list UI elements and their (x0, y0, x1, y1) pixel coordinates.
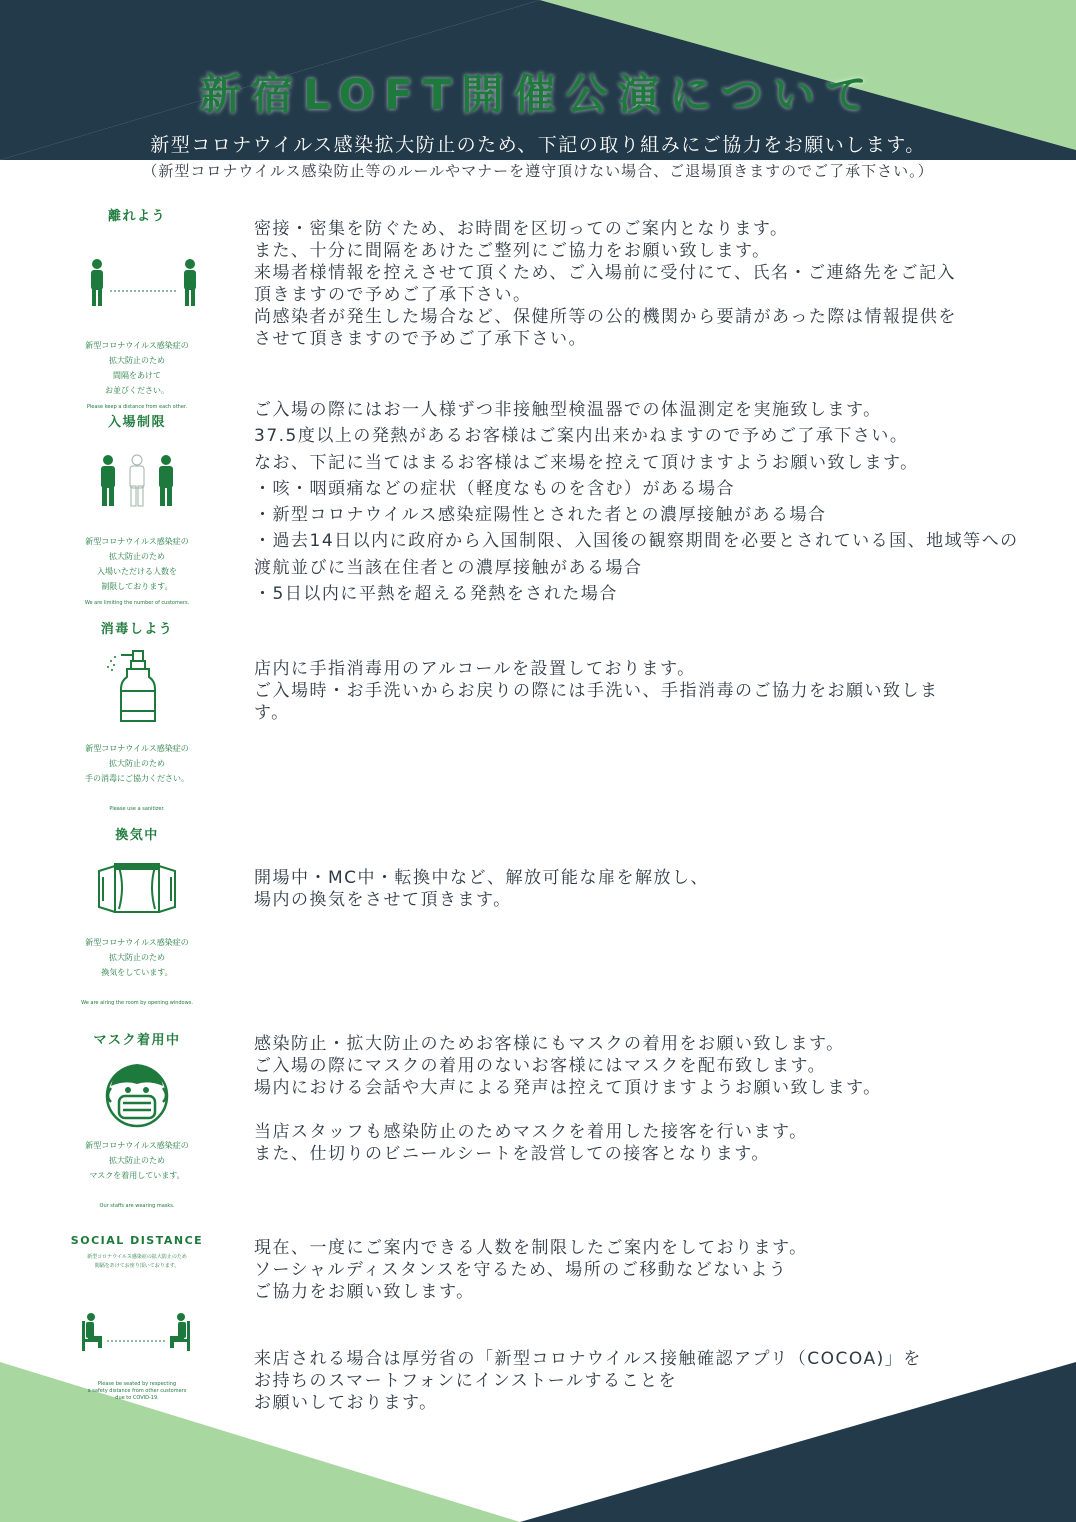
text-line: ・咳・咽頭痛などの症状（軽度なものを含む）がある場合 (254, 478, 735, 499)
jp-caption-line: 制限しております。 (101, 582, 173, 591)
jp-caption-line: 拡大防止のため (109, 1156, 165, 1165)
en-caption-line: a safety distance from other customers (87, 1388, 187, 1394)
open-window-icon (95, 861, 179, 915)
section-heading: 入場制限 (107, 415, 166, 430)
text-line: 37.5度以上の発熱があるお客様はご案内出来かねますので予めご了承下さい。 (254, 426, 909, 447)
section-sanitizer-icon-panel (62, 618, 212, 813)
text-line: 店内に手指消毒用のアルコールを設置しております。 (254, 659, 696, 679)
en-caption-line: due to COVID-19. (115, 1395, 159, 1401)
text-line: ソーシャルディスタンスを守るため、場所のご移動などないよう (254, 1260, 788, 1280)
jp-caption-line: マスクを着用しています。 (89, 1171, 185, 1180)
text-line: す。 (254, 703, 290, 723)
jp-caption-line: 間隔をあけて (113, 371, 161, 380)
jp-caption-line: 新型コロナウイルス感染症の (85, 744, 189, 753)
en-caption: Please keep a distance from each other. (86, 404, 188, 410)
en-caption: Please use a sanitizer. (109, 806, 165, 812)
section-heading: 消毒しよう (100, 622, 174, 637)
jp-caption-line: 入場いただける人数を (97, 567, 177, 576)
text-gap (254, 1099, 1054, 1121)
jp-caption-line: 拡大防止のため (109, 953, 165, 962)
en-caption: We are airing the room by opening windows. (81, 1000, 193, 1006)
text-line: 現在、一度にご案内できる人数を制限したご案内をしております。 (254, 1238, 808, 1258)
jp-caption-line: 新型コロナウイルス感染症の (85, 537, 189, 546)
section-sanitizer-text (254, 658, 1054, 724)
text-line: また、仕切りのビニールシートを設営しての接客となります。 (254, 1144, 770, 1164)
text-line: 尚感染者が発生した場合など、保健所等の公的機関から要請があった際は情報提供を (254, 307, 957, 327)
jp-caption-line: 拡大防止のため (109, 759, 165, 768)
jp-caption-line: 拡大防止のため (109, 356, 165, 365)
text-line: ・過去14日以内に政府から入国制限、入国後の観察期間を必要とされている国、地域等への (254, 531, 1019, 552)
text-line: お願いしております。 (254, 1393, 438, 1413)
seated-distance-icon (77, 1311, 197, 1355)
section-heading: SOCIAL DISTANCE (70, 1234, 204, 1247)
section-distance-text (254, 218, 1054, 350)
text-line: 渡航並びに当該在住者との濃厚接触がある場合 (254, 557, 643, 578)
text-line: ご入場の際にマスクの着用のないお客様にはマスクを配布致します。 (254, 1056, 827, 1076)
text-line: 密接・密集を防ぐため、お時間を区切ってのご案内となります。 (254, 219, 789, 239)
jp-caption-line: 新型コロナウイルス感染症の (85, 938, 189, 947)
page-note: （新型コロナウイルス感染防止等のルールやマナーを遵守頂けない場合、ご退場頂きますのでご了承下さい。） (142, 162, 934, 180)
section-social-distance-icon-panel (62, 1234, 212, 1402)
jp-caption-line: 間隔をあけてお座り頂いております。 (94, 1263, 180, 1269)
section-entry-limit-text (254, 397, 1054, 607)
text-line: ご入場時・お手洗いからお戻りの際には手洗い、手指消毒のご協力をお願い致しま (254, 681, 939, 701)
section-entry-limit-icon-panel (62, 411, 212, 607)
en-caption: Our staffs are wearing masks. (99, 1203, 175, 1209)
masked-face-icon (97, 1058, 177, 1132)
jp-caption-line: お並びください。 (105, 386, 169, 395)
text-line: また、十分に間隔をあけたご整列にご協力をお願い致します。 (254, 241, 771, 261)
page-subtitle: 新型コロナウイルス感染拡大防止のため、下記の取り組みにご協力をお願いします。 (150, 134, 926, 156)
jp-caption-line: 新型コロナウイルス感染症の拡大防止のため (87, 1254, 187, 1260)
text-line: お持ちのスマートフォンにインストールすることを (254, 1371, 677, 1391)
section-ventilation-icon-panel (62, 824, 212, 1007)
distance-people-icon (72, 256, 202, 318)
section-cocoa-text (254, 1348, 1054, 1414)
text-line: 開場中・MC中・転換中など、解放可能な扉を解放し、 (254, 868, 710, 888)
section-mask-icon-panel (62, 1029, 212, 1210)
text-line: なお、下記に当てはまるお客様はご来場を控えて頂けますようお願い致します。 (254, 452, 919, 473)
jp-caption-line: 手の消毒にご協力ください。 (85, 774, 189, 783)
text-line: ・新型コロナウイルス感染症陽性とされた者との濃厚接触がある場合 (254, 505, 827, 526)
jp-caption-line: 新型コロナウイルス感染症の (85, 341, 189, 350)
sanitizer-bottle-icon (97, 645, 177, 725)
text-line: ご入場の際にはお一人様ずつ非接触型検温器での体温測定を実施致します。 (254, 400, 882, 420)
section-distance-icon-panel (62, 205, 212, 411)
text-line: 場内の換気をさせて頂きます。 (254, 890, 512, 910)
jp-caption-line: 換気をしています。 (101, 968, 173, 977)
section-heading: 換気中 (115, 828, 159, 843)
text-line: 来場者様情報を控えさせて頂くため、ご入場前に受付にて、氏名・ご連絡先をご記入 (254, 263, 956, 283)
section-heading: 離れよう (107, 209, 166, 224)
text-line: させて頂きますので予めご了承下さい。 (254, 329, 587, 349)
section-social-distance-text (254, 1237, 1054, 1303)
section-heading: マスク着用中 (93, 1033, 181, 1048)
text-line: 頂きますので予めご了承下さい。 (254, 285, 532, 305)
entry-limit-people-icon (92, 452, 182, 514)
en-caption: We are limiting the number of customers. (84, 600, 190, 606)
text-line: ご協力をお願い致します。 (254, 1282, 475, 1302)
en-caption-line: Please be seated by respecting (97, 1381, 177, 1387)
section-mask-text (254, 1033, 1054, 1165)
jp-caption-line: 拡大防止のため (109, 552, 165, 561)
jp-caption-line: 新型コロナウイルス感染症の (85, 1141, 189, 1150)
section-ventilation-text (254, 867, 1054, 911)
text-line: ・5日以内に平熱を超える発熱をされた場合 (254, 584, 618, 605)
text-line: 当店スタッフも感染防止のためマスクを着用した接客を行います。 (254, 1122, 808, 1142)
text-line: 感染防止・拡大防止のためお客様にもマスクの着用をお願い致します。 (254, 1034, 845, 1054)
text-line: 場内における会話や大声による発声は控えて頂けますようお願い致します。 (254, 1078, 882, 1098)
text-line: 来店される場合は厚労省の「新型コロナウイルス接触確認アプリ（COCOA)」を (254, 1349, 922, 1369)
page-title: 新宿LOFT開催公演について (199, 70, 877, 119)
